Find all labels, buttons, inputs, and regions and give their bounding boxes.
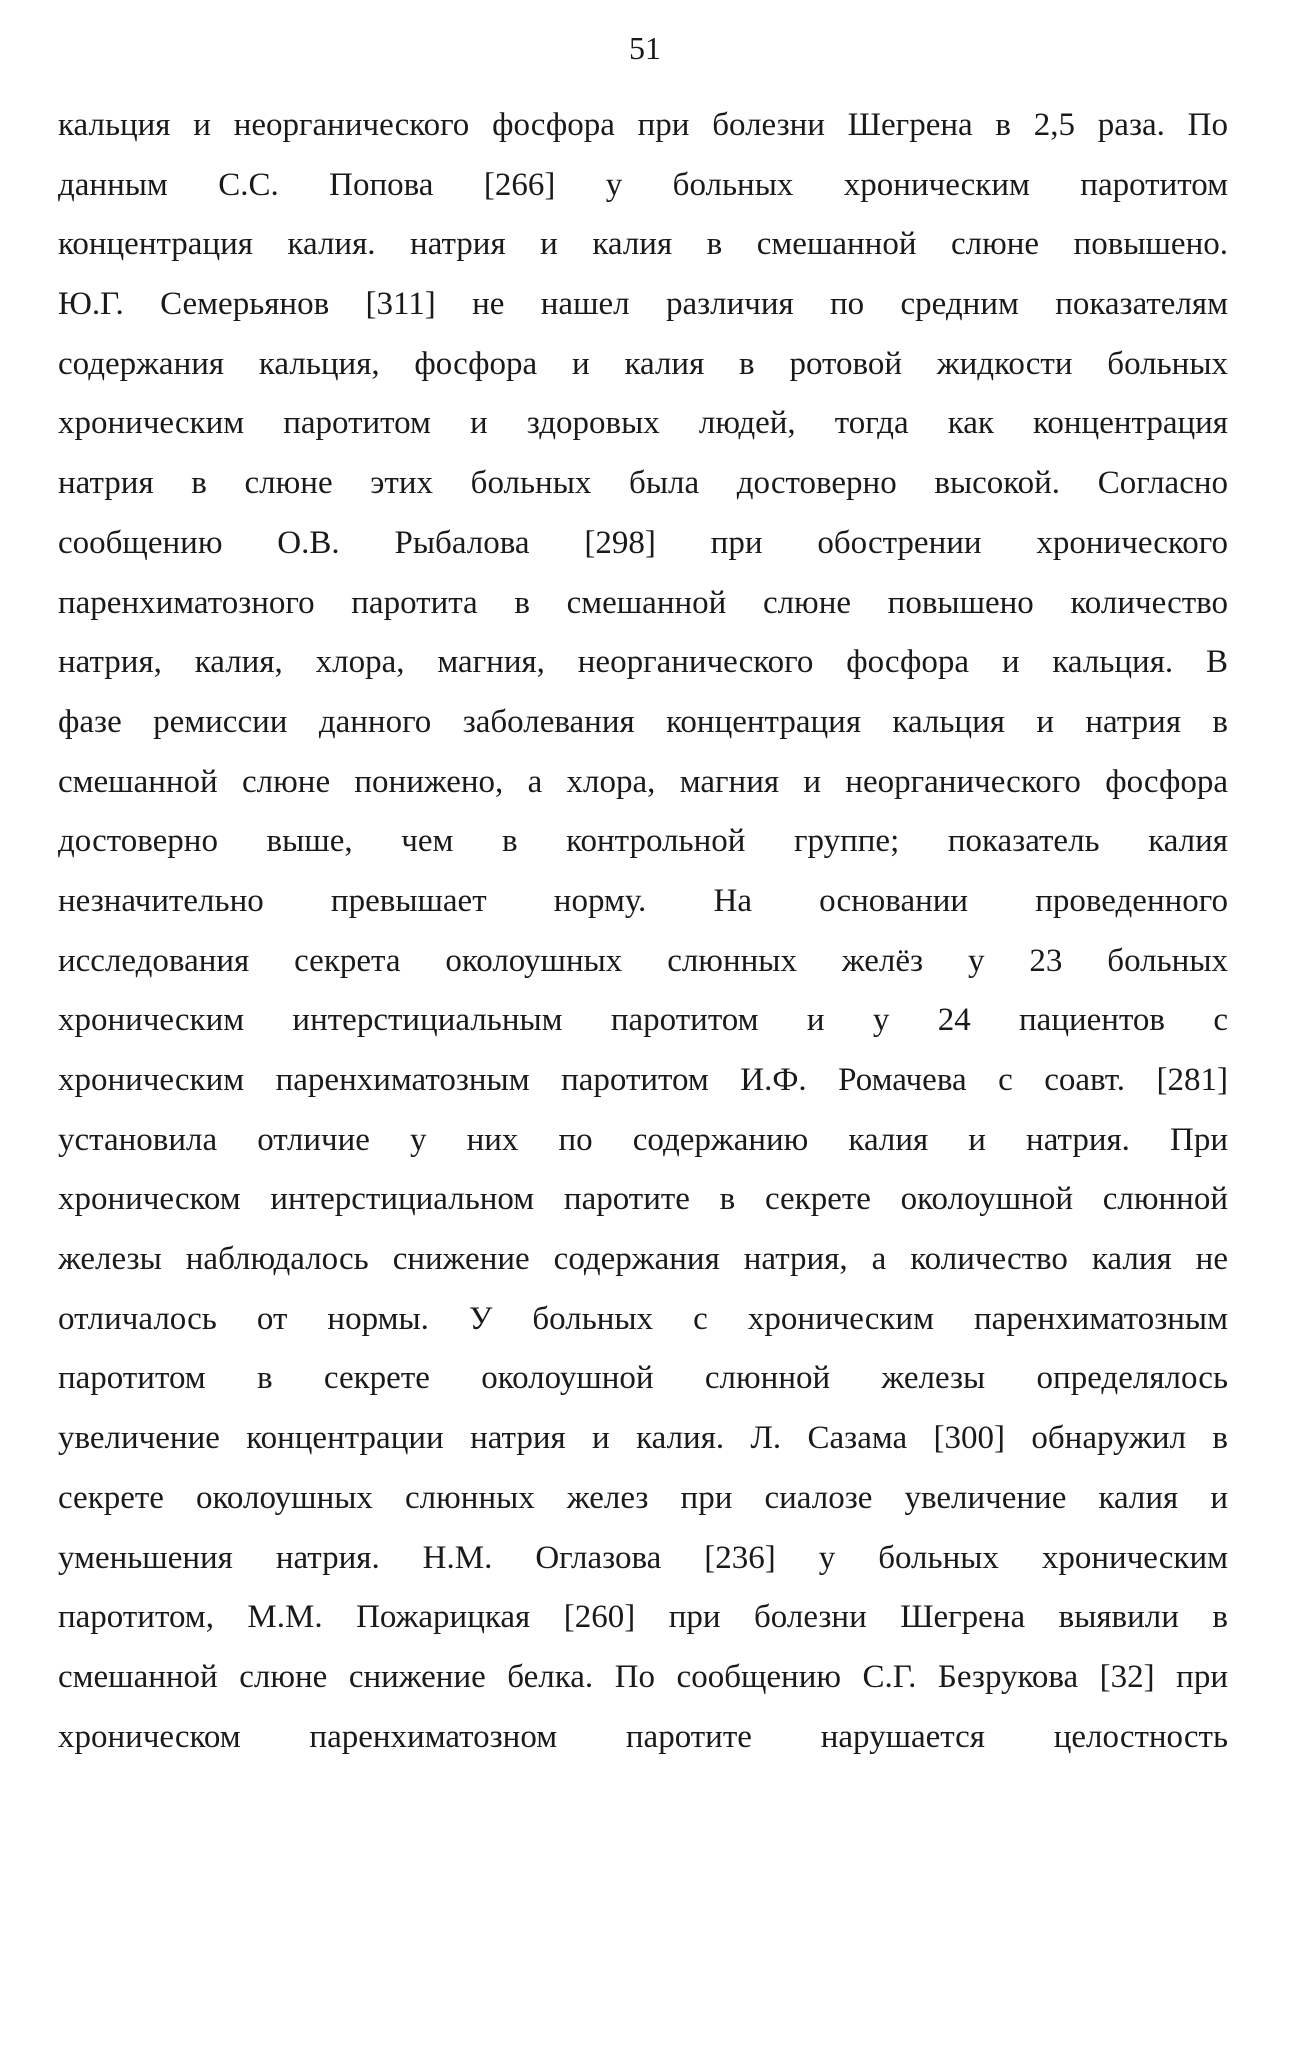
text-line: достоверно выше, чем в контрольной группе; показатель калия — [58, 823, 1228, 860]
text-line: хроническом паренхиматозном паротите нарушается целостность — [58, 1718, 1228, 1755]
text-line: смешанной слюне понижено, а хлора, магния и неорганического фосфора — [58, 763, 1228, 800]
text-line: сообщению О.В. Рыбалова [298] при обострении хронического — [58, 524, 1228, 561]
text-line: Ю.Г. Семерьянов [311] не нашел различия по средним показателям — [58, 286, 1228, 323]
text-line: хроническом интерстициальном паротите в секрете околоушной слюнной — [58, 1181, 1228, 1218]
text-line: увеличение концентрации натрия и калия. Л. Сазама [300] обнаружил в — [58, 1420, 1228, 1457]
text-line: хроническим паротитом и здоровых людей, тогда как концентрация — [58, 405, 1228, 442]
page-number: 51 — [629, 30, 661, 66]
text-line: отличалось от нормы. У больных с хроническим паренхиматозным — [58, 1300, 1228, 1337]
text-line: смешанной слюне снижение белка. По сообщению С.Г. Безрукова [32] при — [58, 1658, 1228, 1695]
text-line: установила отличие у них по содержанию калия и натрия. При — [58, 1121, 1228, 1158]
text-line: фазе ремиссии данного заболевания концентрация кальция и натрия в — [58, 703, 1228, 740]
text-line: уменьшения натрия. Н.М. Оглазова [236] у больных хроническим — [58, 1539, 1228, 1576]
text-line: содержания кальция, фосфора и калия в ротовой жидкости больных — [58, 345, 1228, 382]
text-line: данным С.С. Попова [266] у больных хроническим паротитом — [58, 166, 1228, 203]
body-text — [58, 96, 1228, 1767]
text-line: натрия, калия, хлора, магния, неорганического фосфора и кальция. В — [58, 644, 1228, 681]
text-line: железы наблюдалось снижение содержания натрия, а количество калия не — [58, 1241, 1228, 1278]
text-line: натрия в слюне этих больных была достоверно высокой. Согласно — [58, 465, 1228, 502]
text-line: концентрация калия. натрия и калия в смешанной слюне повышено. — [58, 226, 1228, 263]
text-line: паренхиматозного паротита в смешанной слюне повышено количество — [58, 584, 1228, 621]
text-line: кальция и неорганического фосфора при болезни Шегрена в 2,5 раза. По — [58, 107, 1228, 143]
text-line: паротитом в секрете околоушной слюнной железы определялось — [58, 1360, 1228, 1397]
text-line: хроническим интерстициальным паротитом и у 24 пациентов с — [58, 1002, 1228, 1039]
text-line: хроническим паренхиматозным паротитом И.Ф. Ромачева с соавт. [281] — [58, 1062, 1228, 1098]
text-line: секрете околоушных слюнных желез при сиалозе увеличение калия и — [58, 1479, 1228, 1516]
text-line: паротитом, М.М. Пожарицкая [260] при болезни Шегрена выявили в — [58, 1599, 1228, 1636]
text-line: незначительно превышает норму. На основании проведенного — [58, 882, 1228, 919]
text-line: исследования секрета околоушных слюнных желёз у 23 больных — [58, 942, 1228, 979]
